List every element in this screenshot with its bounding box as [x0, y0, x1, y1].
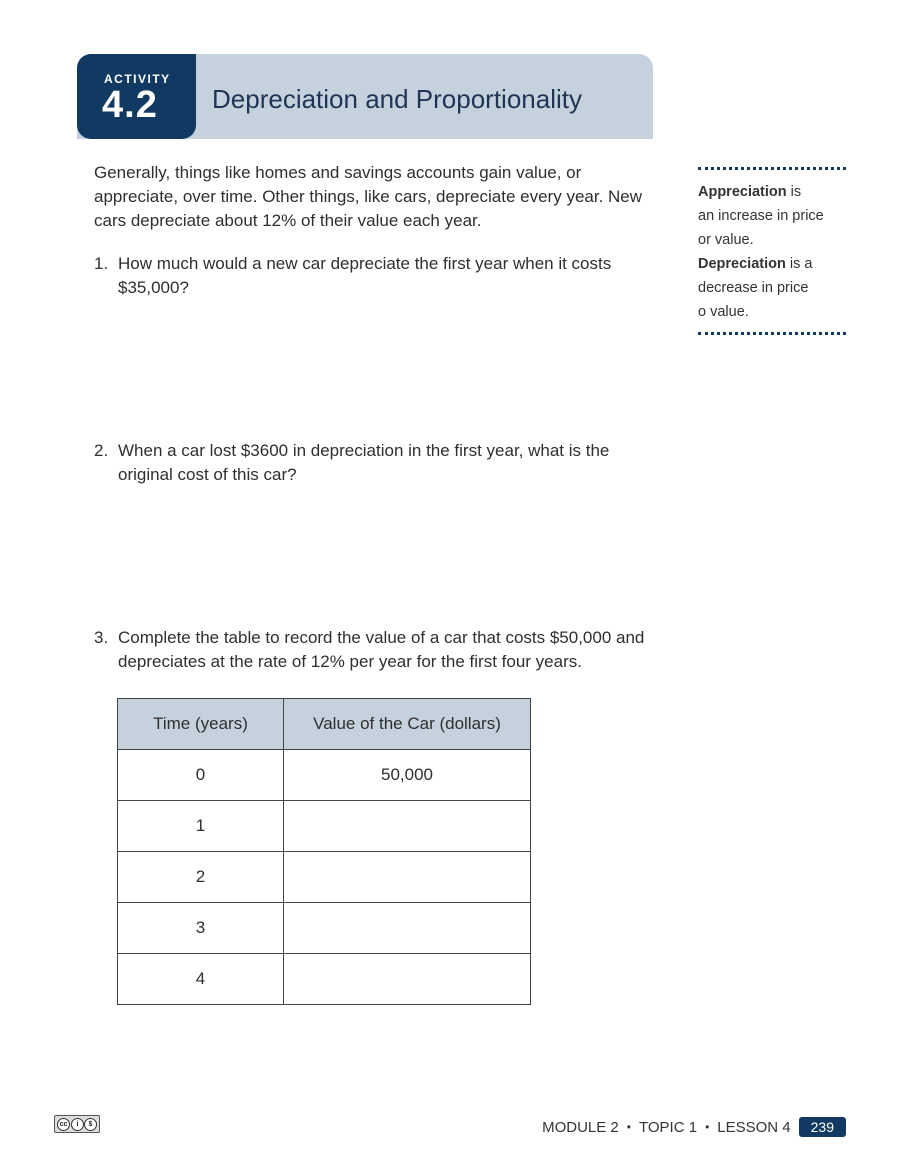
time-cell: 4	[118, 954, 284, 1005]
noncommercial-glyph: $	[84, 1118, 97, 1131]
activity-badge	[77, 54, 196, 139]
depreciation-table	[117, 698, 531, 1005]
creative-commons-by-nc-icon	[54, 1115, 100, 1133]
value-cell[interactable]	[284, 852, 531, 903]
time-cell: 3	[118, 903, 284, 954]
sidebar-top-divider	[698, 167, 846, 170]
footer-topic: TOPIC 1	[638, 1118, 698, 1136]
value-cell[interactable]	[284, 903, 531, 954]
definition-depreciation-intro: is a	[785, 256, 813, 272]
time-cell: 0	[118, 750, 284, 801]
definition-appreciation-line2: or value.	[698, 232, 754, 248]
definition-depreciation-line1: decrease in price	[698, 280, 809, 296]
table-row	[118, 852, 531, 903]
column-header-time: Time (years)	[118, 699, 284, 750]
activity-label: ACTIVITY	[104, 72, 171, 86]
value-cell[interactable]	[284, 801, 531, 852]
term-appreciation: Appreciation	[698, 184, 787, 200]
table-row	[118, 954, 531, 1005]
footer-module: MODULE 2	[542, 1118, 619, 1136]
question-text: Complete the table to record the value of a car that costs $50,000 and depreciates at the rate of 12% per year for the first four years.	[118, 628, 645, 671]
page-footer	[542, 1116, 846, 1138]
footer-separator: •	[705, 1120, 710, 1134]
sidebar-definitions	[698, 180, 848, 324]
column-header-value: Value of the Car (dollars)	[284, 699, 531, 750]
cc-glyph: cc	[57, 1118, 70, 1131]
question-text: When a car lost $3600 in depreciation in the first year, what is the original cost of this car?	[118, 441, 610, 484]
definition-appreciation-line1: an increase in price	[698, 208, 824, 224]
intro-paragraph: Generally, things like homes and savings accounts gain value, or appreciate, over time. Other things, like cars, depreciate every year. New cars depreciate about 12% of their value each year.	[94, 163, 643, 230]
table-row	[118, 750, 531, 801]
question-text: How much would a new car depreciate the first year when it costs $35,000?	[118, 254, 612, 297]
activity-title: Depreciation and Proportionality	[212, 84, 582, 114]
term-depreciation: Depreciation	[698, 256, 786, 272]
table-header-row	[118, 699, 531, 750]
definition-appreciation-intro: is	[786, 184, 802, 200]
sidebar-bottom-divider	[698, 332, 846, 335]
attribution-glyph: i	[71, 1118, 84, 1131]
question-3	[94, 626, 654, 674]
table-row	[118, 801, 531, 852]
question-2	[94, 439, 654, 487]
footer-separator: •	[626, 1120, 631, 1134]
page-number: 239	[799, 1117, 846, 1137]
definition-depreciation-line2: o value.	[698, 304, 749, 320]
question-number: 2.	[94, 441, 109, 460]
question-number: 3.	[94, 628, 109, 647]
question-number: 1.	[94, 254, 109, 273]
value-cell[interactable]	[284, 954, 531, 1005]
table-row	[118, 903, 531, 954]
time-cell: 1	[118, 801, 284, 852]
value-cell: 50,000	[284, 750, 531, 801]
vocabulary-sidebar	[698, 167, 848, 335]
question-1	[94, 252, 654, 300]
time-cell: 2	[118, 852, 284, 903]
activity-number: 4.2	[102, 84, 158, 126]
footer-lesson: LESSON 4	[717, 1118, 791, 1136]
